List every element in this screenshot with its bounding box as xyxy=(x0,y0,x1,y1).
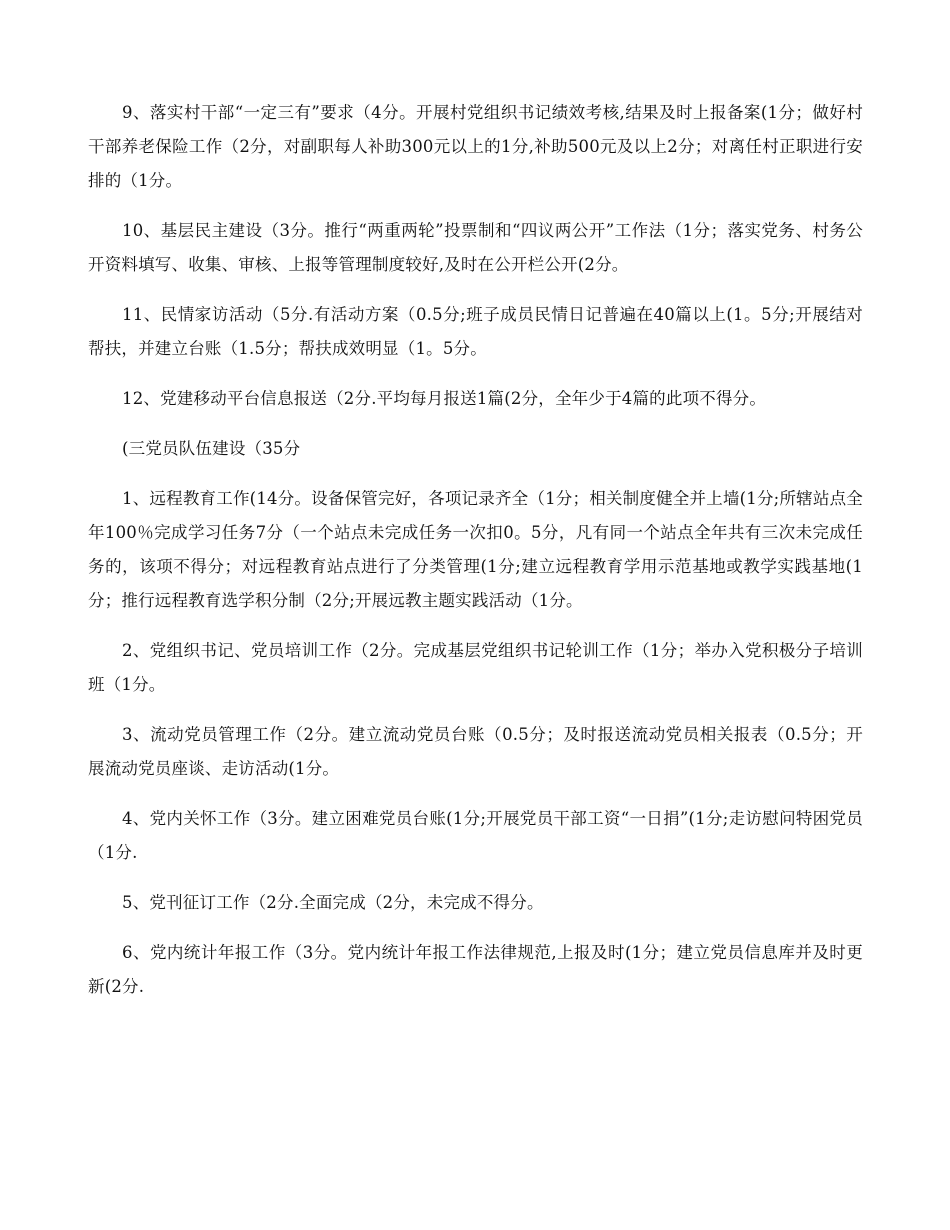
paragraph-item-11: 11、民情家访活动（5分.有活动方案（0.5分;班子成员民情日记普遍在40篇以上(1。5分;开展结对帮扶，并建立台账（1.5分；帮扶成效明显（1。5分。 xyxy=(88,305,863,358)
paragraph-item-9: 9、落实村干部“一定三有”要求（4分。开展村党组织书记绩效考核,结果及时上报备案(1分；做好村干部养老保险工作（2分，对副职每人补助300元以上的1分,补助500元及以上2分；对离任村正职进行安排的（1分。 xyxy=(88,103,863,190)
paragraph-item-10: 10、基层民主建设（3分。推行“两重两轮”投票制和“四议两公开”工作法（1分；落实党务、村务公开资料填写、收集、审核、上报等管理制度较好,及时在公开栏公开(2分。 xyxy=(88,221,863,274)
paragraph-item-12: 12、党建移动平台信息报送（2分.平均每月报送1篇(2分，全年少于4篇的此项不得分。 xyxy=(122,389,767,408)
document-page xyxy=(88,96,863,1020)
paragraph-item-3: 3、流动党员管理工作（2分。建立流动党员台账（0.5分；及时报送流动党员相关报表（0.5分；开展流动党员座谈、走访活动(1分。 xyxy=(88,725,863,778)
section-heading-party-members: (三党员队伍建设（35分 xyxy=(122,439,301,458)
paragraph-item-1: 1、远程教育工作(14分。设备保管完好，各项记录齐全（1分；相关制度健全并上墙(1分;所辖站点全年100％完成学习任务7分（一个站点未完成任务一次扣0。5分，凡有同一个站点全年共有三次未完成任务的，该项不得分；对远程教育站点进行了分类管理(1分;建立远程教育学用示范基地或教学实践基地(1分；推行远程教育选学积分制（2分;开展远教主题实践活动（1分。 xyxy=(88,489,863,610)
paragraph-item-5: 5、党刊征订工作（2分.全面完成（2分，未完成不得分。 xyxy=(122,893,544,912)
paragraph-item-2: 2、党组织书记、党员培训工作（2分。完成基层党组织书记轮训工作（1分；举办入党积极分子培训班（1分。 xyxy=(88,641,863,694)
paragraph-item-4: 4、党内关怀工作（3分。建立困难党员台账(1分;开展党员干部工资“一日捐”(1分;走访慰问特困党员（1分. xyxy=(88,809,863,862)
paragraph-item-6: 6、党内统计年报工作（3分。党内统计年报工作法律规范,上报及时(1分；建立党员信息库并及时更新(2分. xyxy=(88,943,863,996)
